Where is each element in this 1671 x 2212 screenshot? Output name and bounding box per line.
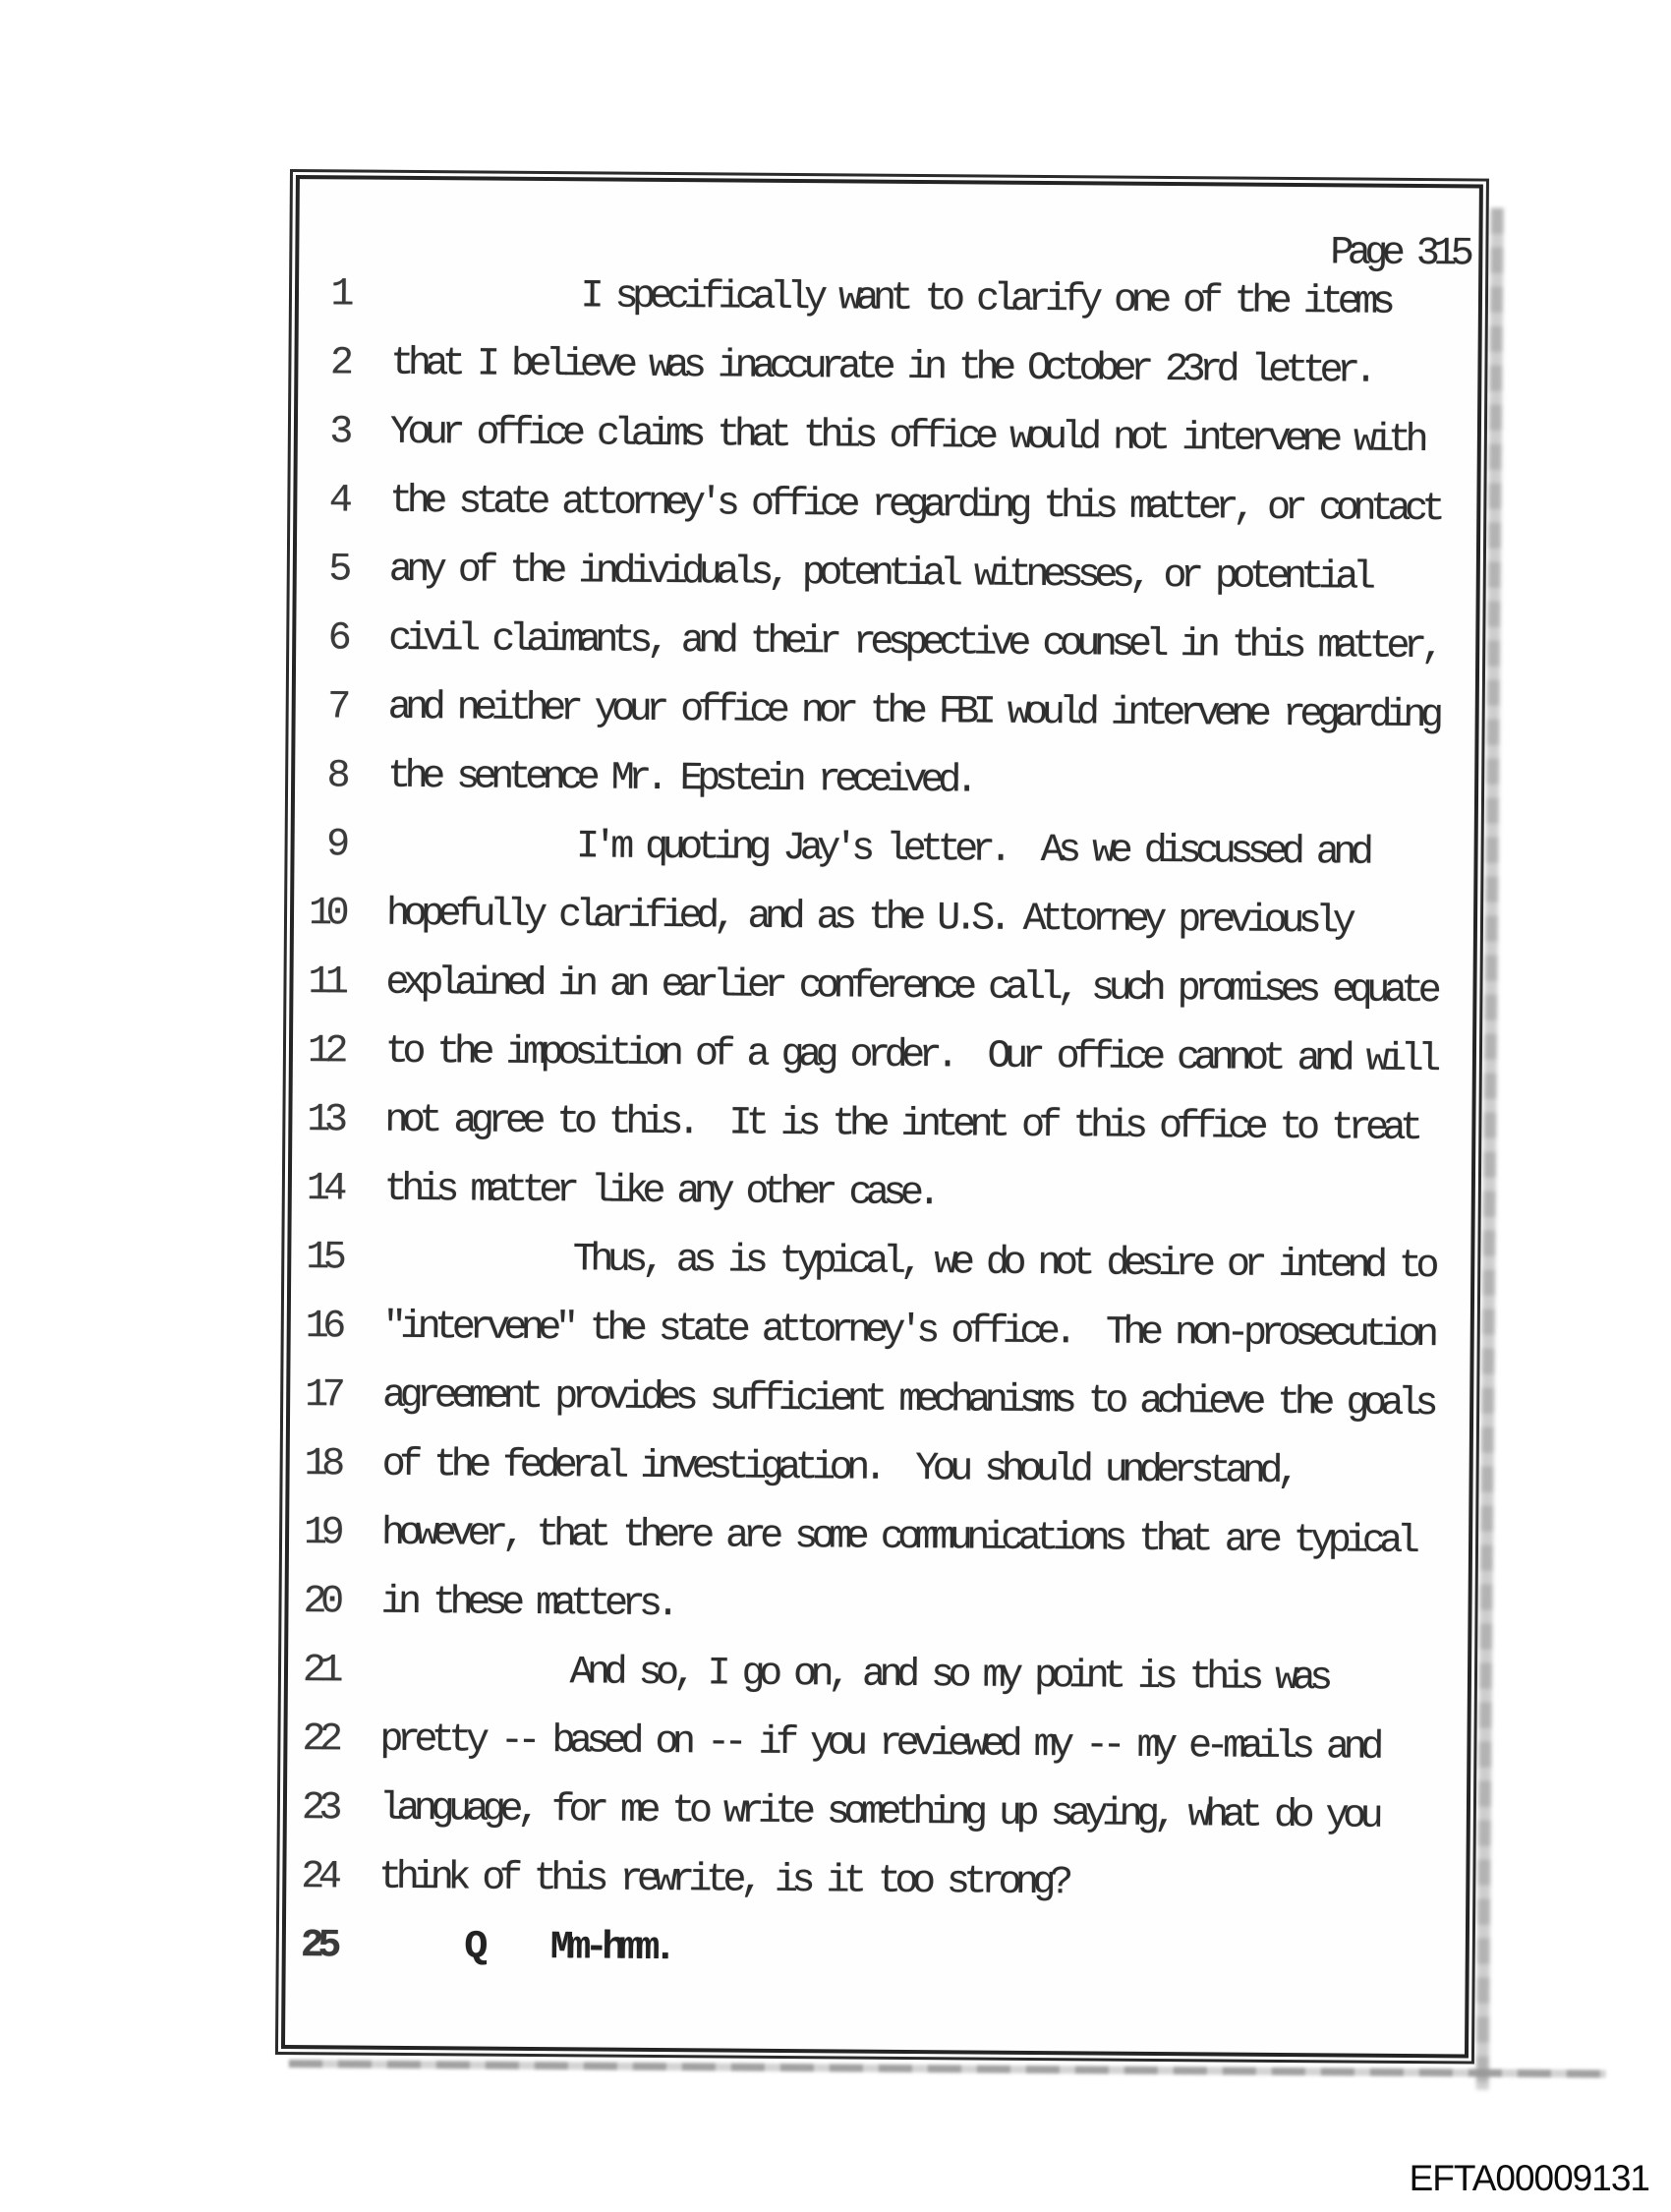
transcript-line — [297, 479, 1476, 537]
transcript-line — [289, 1511, 1469, 1569]
line-number: 21 — [302, 1649, 338, 1694]
bates-number-stamp: EFTA00009131 — [1409, 2158, 1649, 2198]
line-number: 9 — [325, 823, 344, 868]
line-text: think of this rewrite, is it too strong? — [378, 1855, 1067, 1906]
transcript-line — [298, 410, 1477, 468]
line-number: 8 — [326, 754, 345, 799]
line-text: the sentence Mr. Epstein received. — [386, 754, 973, 804]
transcript-line — [293, 960, 1472, 1019]
line-text: I specifically want to clarify one of the items — [390, 272, 1390, 325]
line-number: 4 — [328, 479, 347, 524]
line-number: 18 — [304, 1442, 339, 1487]
transcript-line — [289, 1442, 1469, 1500]
line-text: explained in an earlier conference call, such promises equate — [385, 960, 1436, 1015]
transcript-line — [291, 1236, 1470, 1294]
line-text: civil claimants, and their respective counsel in this matter, — [388, 616, 1439, 670]
line-text: Your office claims that this office would not intervene with — [389, 410, 1423, 464]
line-text: language, for me to write something up saying, what do you — [378, 1786, 1378, 1839]
page-number-header: Page 315 — [1330, 231, 1469, 277]
transcript-line — [294, 892, 1473, 950]
line-number: 24 — [301, 1855, 336, 1900]
transcript-line — [288, 1580, 1468, 1638]
transcript-line — [295, 685, 1474, 743]
line-number: 1 — [330, 272, 349, 318]
line-text: agreement provides sufficient mechanisms to achieve the goals — [382, 1373, 1433, 1427]
line-text: however, that there are some communications that are typical — [380, 1511, 1414, 1565]
transcript-line — [295, 754, 1474, 812]
page-content-area — [281, 175, 1483, 2058]
line-number: 22 — [302, 1717, 337, 1763]
page-border-frame — [275, 169, 1489, 2065]
line-text: "intervene" the state attorney's office. The non-prosecution — [382, 1305, 1433, 1359]
document-page — [275, 169, 1489, 2065]
line-text: this matter like any other case. — [383, 1167, 936, 1217]
line-number: 20 — [303, 1580, 338, 1625]
line-number: 5 — [328, 548, 346, 593]
line-text: hopefully clarified, and as the U.S. Attorney previously — [385, 892, 1351, 945]
line-text: to the imposition of a gag order. Our office cannot and will — [384, 1029, 1435, 1083]
line-text: Q Mm-hmm. — [377, 1924, 671, 1972]
transcript-line — [288, 1649, 1468, 1707]
transcript-lines — [285, 179, 1479, 2054]
transcript-line — [292, 1098, 1471, 1156]
line-text: and neither your office nor the FBI would intervene regarding — [387, 685, 1438, 739]
line-number: 23 — [301, 1786, 337, 1832]
line-number: 6 — [327, 616, 346, 662]
line-text: in these matters. — [380, 1580, 674, 1628]
line-text: not agree to this. It is the intent of this office to treat — [384, 1098, 1417, 1152]
transcript-line — [298, 341, 1477, 399]
line-number: 11 — [308, 960, 343, 1006]
line-number: 7 — [327, 685, 345, 730]
line-number: 12 — [307, 1029, 343, 1075]
line-number: 14 — [306, 1167, 342, 1212]
line-number: 19 — [303, 1511, 339, 1556]
transcript-line — [286, 1855, 1466, 1913]
line-number: 25 — [300, 1924, 335, 1969]
transcript-line — [297, 548, 1476, 606]
line-text: And so, I go on, and so my point is this was — [379, 1649, 1327, 1702]
line-number: 10 — [308, 892, 344, 937]
line-number: 2 — [329, 341, 348, 386]
line-number: 3 — [329, 410, 348, 455]
transcript-line — [294, 823, 1473, 881]
line-text: that I believe was inaccurate in the October 23rd letter. — [390, 341, 1372, 394]
transcript-line — [290, 1373, 1469, 1431]
line-number: 17 — [305, 1373, 340, 1419]
line-number: 13 — [307, 1098, 342, 1143]
line-number: 15 — [306, 1236, 341, 1281]
transcript-line — [293, 1029, 1472, 1087]
line-text: pretty -- based on -- if you reviewed my -- my e-mails and — [379, 1717, 1378, 1771]
line-number: 16 — [305, 1305, 340, 1350]
transcript-line — [286, 1924, 1466, 1982]
line-text: any of the individuals, potential witnesses, or potential — [388, 548, 1370, 601]
transcript-line — [287, 1717, 1467, 1775]
transcript-line — [287, 1786, 1467, 1844]
line-text: of the federal investigation. You should understand, — [381, 1442, 1295, 1495]
transcript-line — [292, 1167, 1471, 1225]
transcript-line — [299, 272, 1478, 330]
line-text: the state attorney's office regarding this matter, or contact — [389, 479, 1440, 533]
transcript-line — [296, 616, 1475, 674]
line-text: Thus, as is typical, we do not desire or intend to — [383, 1236, 1434, 1290]
line-text: I'm quoting Jay's letter. As we discussed and — [386, 823, 1368, 876]
transcript-line — [291, 1305, 1470, 1363]
